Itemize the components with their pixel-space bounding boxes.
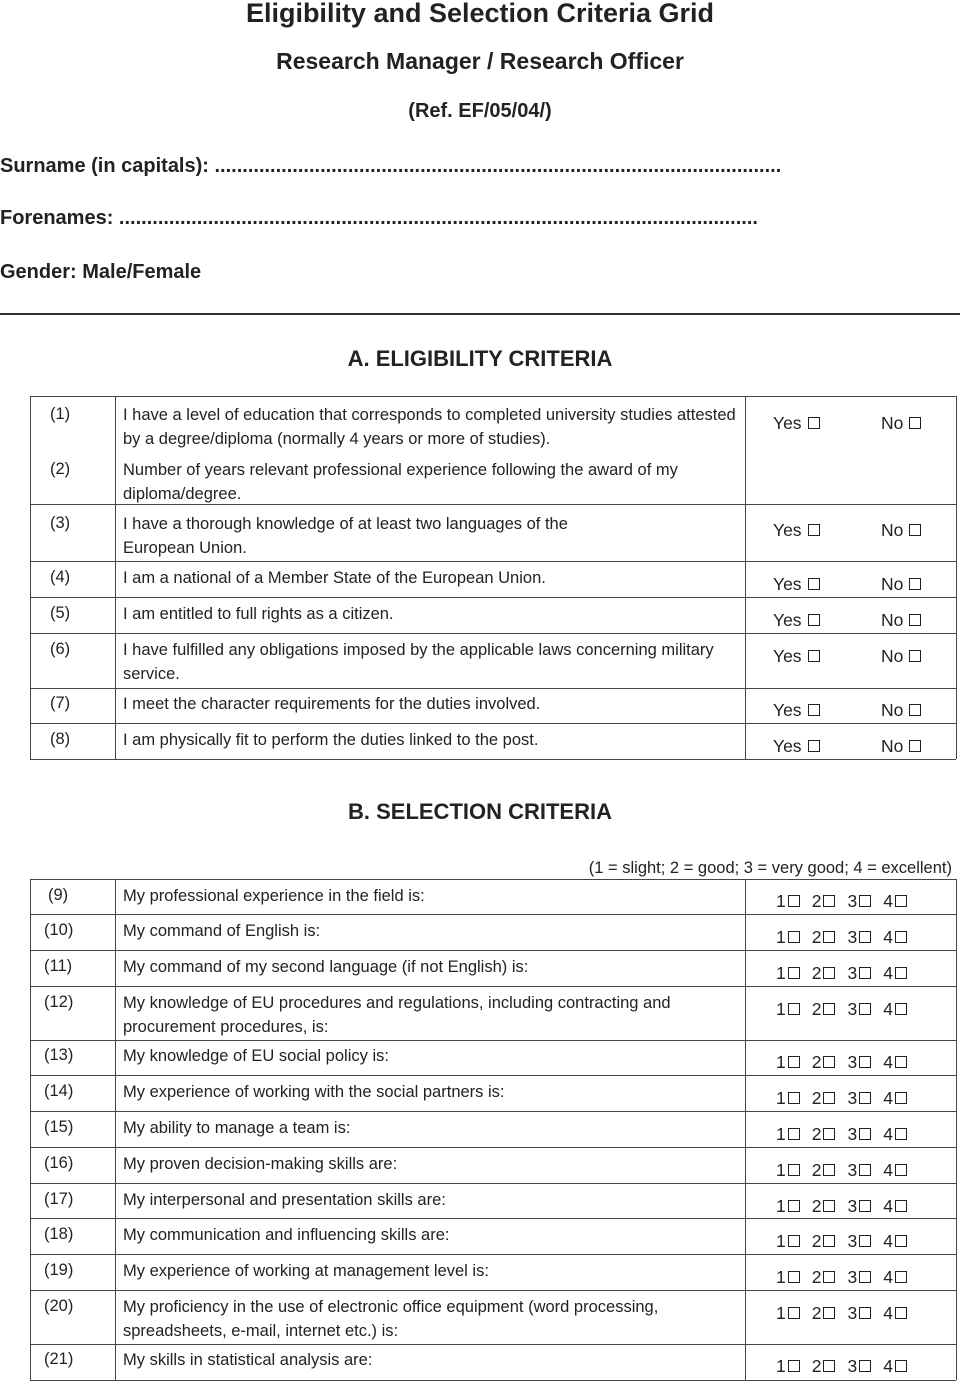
yes-option[interactable]: Yes <box>773 700 820 721</box>
yes-option[interactable]: Yes <box>773 610 820 631</box>
eligibility-text: I am a national of a Member State of the European Union. <box>123 569 546 587</box>
score-options: 1 2 3 4 <box>776 999 907 1020</box>
score-checkbox[interactable] <box>895 1235 907 1247</box>
score-checkbox[interactable] <box>823 1003 835 1015</box>
score-checkbox[interactable] <box>823 967 835 979</box>
selection-text: My skills in statistical analysis are: <box>123 1351 373 1369</box>
score-checkbox[interactable] <box>859 1200 871 1212</box>
selection-number: (21) <box>44 1350 74 1368</box>
selection-number: (20) <box>44 1297 74 1315</box>
score-checkbox[interactable] <box>788 1360 800 1372</box>
score-checkbox[interactable] <box>788 895 800 907</box>
selection-text: My knowledge of EU social policy is: <box>123 1047 389 1065</box>
score-checkbox[interactable] <box>823 1200 835 1212</box>
gender-field[interactable]: Gender: Male/Female <box>0 261 202 283</box>
score-checkbox[interactable] <box>859 1092 871 1104</box>
checkbox[interactable] <box>909 417 921 429</box>
eligibility-text: I am physically fit to perform the duties linked to the post. <box>123 731 539 749</box>
eligibility-number: (4) <box>50 568 71 586</box>
score-checkbox[interactable] <box>788 931 800 943</box>
score-checkbox[interactable] <box>788 1092 800 1104</box>
score-options: 1 2 3 4 <box>776 963 907 984</box>
score-checkbox[interactable] <box>788 1235 800 1247</box>
score-checkbox[interactable] <box>788 1056 800 1068</box>
checkbox[interactable] <box>808 704 820 716</box>
selection-text: My ability to manage a team is: <box>123 1119 351 1137</box>
score-checkbox[interactable] <box>859 1056 871 1068</box>
score-checkbox[interactable] <box>859 1164 871 1176</box>
eligibility-text: I meet the character requirements for the duties involved. <box>123 695 541 713</box>
checkbox[interactable] <box>909 578 921 590</box>
eligibility-text: I have a thorough knowledge of at least two languages of the European Union. <box>123 515 568 557</box>
score-options: 1 2 3 4 <box>776 1196 907 1217</box>
score-options: 1 2 3 4 <box>776 1052 907 1073</box>
score-checkbox[interactable] <box>823 1056 835 1068</box>
eligibility-text: Number of years relevant professional experience following the award of my diploma/degree. <box>123 461 678 503</box>
eligibility-heading: A. ELIGIBILITY CRITERIA <box>347 346 613 371</box>
selection-text: My command of English is: <box>123 922 321 940</box>
selection-text: My experience of working with the social partners is: <box>123 1083 505 1101</box>
score-checkbox[interactable] <box>823 895 835 907</box>
score-checkbox[interactable] <box>895 1092 907 1104</box>
score-checkbox[interactable] <box>859 1235 871 1247</box>
score-options: 1 2 3 4 <box>776 1303 907 1324</box>
score-checkbox[interactable] <box>895 1360 907 1372</box>
yes-option[interactable]: Yes <box>773 520 820 541</box>
score-checkbox[interactable] <box>859 967 871 979</box>
section-divider <box>0 313 960 315</box>
score-options: 1 2 3 4 <box>776 891 907 912</box>
score-options: 1 2 3 4 <box>776 1160 907 1181</box>
checkbox[interactable] <box>808 578 820 590</box>
page-subtitle: Research Manager / Research Officer <box>276 48 684 74</box>
selection-text: My experience of working at management level is: <box>123 1262 489 1280</box>
surname-field[interactable]: Surname (in capitals): ...................................................................................................... <box>0 155 782 177</box>
selection-number: (9) <box>48 886 69 904</box>
yes-option[interactable]: Yes <box>773 736 820 757</box>
selection-text: My knowledge of EU procedures and regulations, including contracting and procurement procedures, is: <box>123 994 671 1036</box>
score-checkbox[interactable] <box>895 895 907 907</box>
score-checkbox[interactable] <box>895 1271 907 1283</box>
score-checkbox[interactable] <box>859 895 871 907</box>
selection-text: My command of my second language (if not English) is: <box>123 958 529 976</box>
reference-number: (Ref. EF/05/04/) <box>408 100 552 122</box>
score-checkbox[interactable] <box>823 1164 835 1176</box>
checkbox[interactable] <box>909 650 921 662</box>
score-checkbox[interactable] <box>823 931 835 943</box>
score-checkbox[interactable] <box>895 931 907 943</box>
eligibility-number: (8) <box>50 730 71 748</box>
checkbox[interactable] <box>808 740 820 752</box>
rating-scale-legend: (1 = slight; 2 = good; 3 = very good; 4 = excellent) <box>588 859 952 877</box>
score-checkbox[interactable] <box>823 1235 835 1247</box>
eligibility-number: (6) <box>50 640 71 658</box>
eligibility-number: (5) <box>50 604 71 622</box>
eligibility-number: (1) <box>50 405 71 423</box>
score-options: 1 2 3 4 <box>776 1124 907 1145</box>
checkbox[interactable] <box>909 740 921 752</box>
eligibility-text: I have fulfilled any obligations imposed by the applicable laws concerning military service. <box>123 641 714 683</box>
checkbox[interactable] <box>808 524 820 536</box>
score-options: 1 2 3 4 <box>776 1231 907 1252</box>
eligibility-number: (7) <box>50 694 71 712</box>
checkbox[interactable] <box>909 614 921 626</box>
score-checkbox[interactable] <box>788 1003 800 1015</box>
selection-number: (16) <box>44 1154 74 1172</box>
score-checkbox[interactable] <box>859 1128 871 1140</box>
score-checkbox[interactable] <box>823 1128 835 1140</box>
checkbox[interactable] <box>808 650 820 662</box>
forenames-field[interactable]: Forenames: ................................................................................................................... <box>0 207 758 229</box>
eligibility-number: (3) <box>50 514 71 532</box>
score-checkbox[interactable] <box>823 1092 835 1104</box>
score-options: 1 2 3 4 <box>776 1267 907 1288</box>
selection-number: (13) <box>44 1046 74 1064</box>
score-checkbox[interactable] <box>823 1271 835 1283</box>
score-checkbox[interactable] <box>859 1360 871 1372</box>
score-checkbox[interactable] <box>895 967 907 979</box>
no-option[interactable]: No <box>881 736 921 757</box>
score-checkbox[interactable] <box>859 1271 871 1283</box>
score-checkbox[interactable] <box>823 1307 835 1319</box>
score-checkbox[interactable] <box>788 967 800 979</box>
selection-number: (17) <box>44 1190 74 1208</box>
eligibility-number: (2) <box>50 460 71 478</box>
checkbox[interactable] <box>909 524 921 536</box>
score-options: 1 2 3 4 <box>776 1088 907 1109</box>
score-checkbox[interactable] <box>788 1200 800 1212</box>
selection-number: (12) <box>44 993 74 1011</box>
no-option[interactable]: No <box>881 413 921 434</box>
score-options: 1 2 3 4 <box>776 927 907 948</box>
score-checkbox[interactable] <box>859 931 871 943</box>
score-checkbox[interactable] <box>859 1307 871 1319</box>
page-title: Eligibility and Selection Criteria Grid <box>245 0 715 28</box>
selection-heading: B. SELECTION CRITERIA <box>347 799 612 824</box>
no-option[interactable]: No <box>881 520 921 541</box>
eligibility-text: I am entitled to full rights as a citizen. <box>123 605 394 623</box>
score-checkbox[interactable] <box>895 1200 907 1212</box>
yes-option[interactable]: Yes <box>773 574 820 595</box>
selection-number: (18) <box>44 1225 74 1243</box>
eligibility-text: I have a level of education that corresponds to completed university studies attested by a degree/diploma (normally 4 years or more of studies). <box>123 406 736 448</box>
selection-text: My professional experience in the field is: <box>123 887 425 905</box>
selection-text: My interpersonal and presentation skills are: <box>123 1191 446 1209</box>
no-option[interactable]: No <box>881 700 921 721</box>
score-checkbox[interactable] <box>788 1164 800 1176</box>
score-checkbox[interactable] <box>895 1128 907 1140</box>
score-options: 1 2 3 4 <box>776 1356 907 1377</box>
selection-number: (19) <box>44 1261 74 1279</box>
score-checkbox[interactable] <box>788 1307 800 1319</box>
score-checkbox[interactable] <box>788 1128 800 1140</box>
checkbox[interactable] <box>808 417 820 429</box>
selection-text: My communication and influencing skills are: <box>123 1226 450 1244</box>
checkbox[interactable] <box>909 704 921 716</box>
score-checkbox[interactable] <box>895 1056 907 1068</box>
no-option[interactable]: No <box>881 610 921 631</box>
selection-number: (10) <box>44 921 74 939</box>
yes-option[interactable]: Yes <box>773 646 820 667</box>
checkbox[interactable] <box>808 614 820 626</box>
selection-text: My proven decision-making skills are: <box>123 1155 398 1173</box>
yes-option[interactable]: Yes <box>773 413 820 434</box>
no-option[interactable]: No <box>881 646 921 667</box>
selection-number: (14) <box>44 1082 74 1100</box>
score-checkbox[interactable] <box>895 1307 907 1319</box>
selection-number: (15) <box>44 1118 74 1136</box>
score-checkbox[interactable] <box>895 1003 907 1015</box>
score-checkbox[interactable] <box>823 1360 835 1372</box>
selection-number: (11) <box>44 957 73 975</box>
selection-text: My proficiency in the use of electronic office equipment (word processing, spreadsheets, e-mail, internet etc.) is: <box>123 1298 659 1340</box>
score-checkbox[interactable] <box>859 1003 871 1015</box>
score-checkbox[interactable] <box>895 1164 907 1176</box>
score-checkbox[interactable] <box>788 1271 800 1283</box>
no-option[interactable]: No <box>881 574 921 595</box>
